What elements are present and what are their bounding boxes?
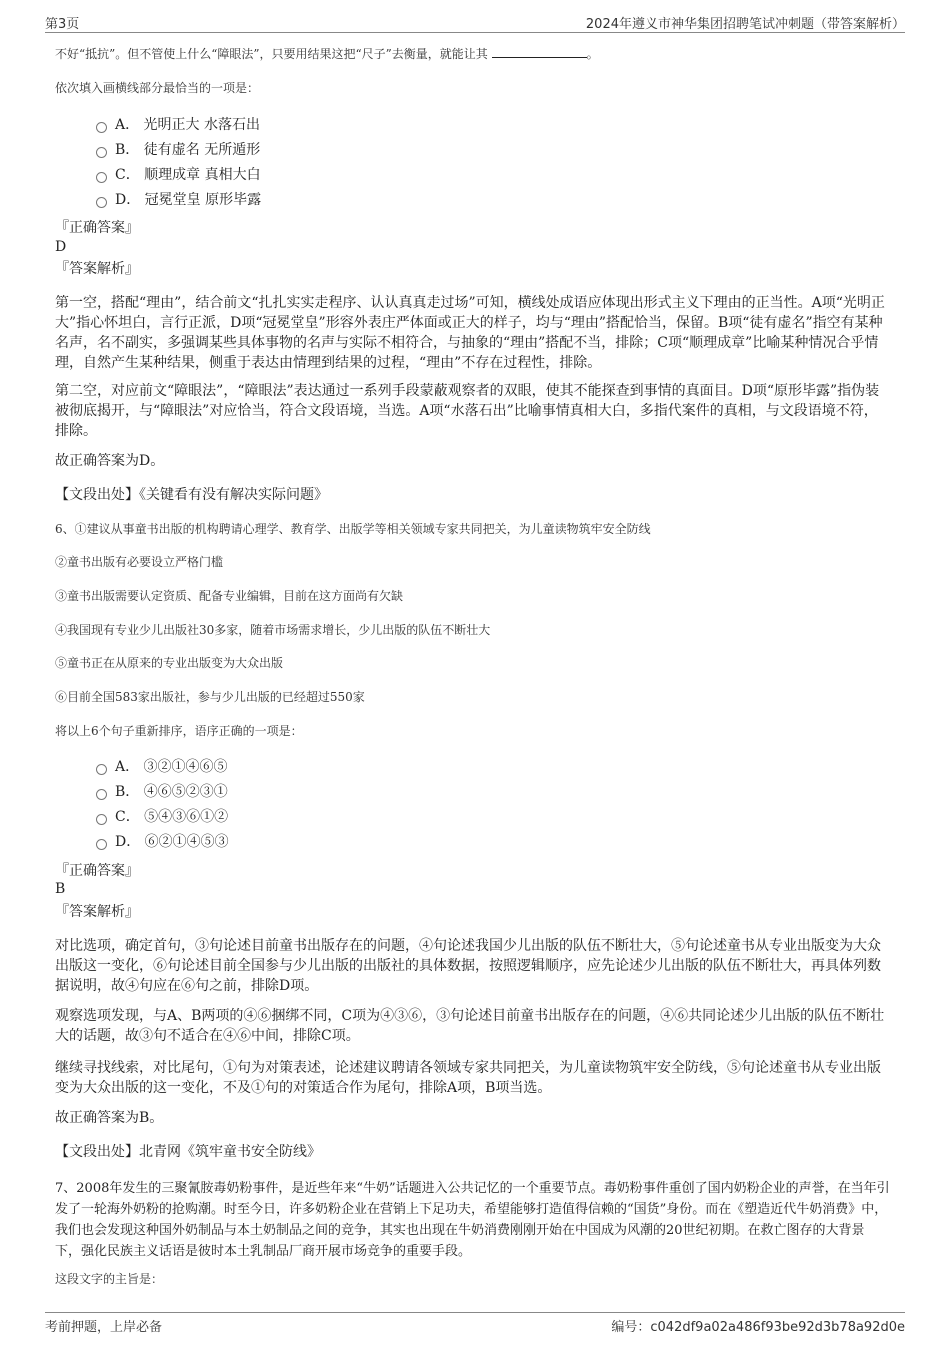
q5-analysis-conclusion: 故正确答案为D。 [55,453,165,469]
q6-analysis-label: 『答案解析』 [55,904,139,920]
q6-prompt: 将以上6个句子重新排序，语序正确的一项是： [55,724,303,738]
q6-line-4: ④我国现有专业少儿出版社30多家，随着市场需求增长，少儿出版的队伍不断壮大 [55,623,491,637]
q5-option-c[interactable]: C． 顺理成章 真相大白 [96,165,261,185]
footer-slogan: 考前押题，上岸必备 [45,1320,163,1335]
q6-line-3: ③童书出版需要认定资质、配备专业编辑，目前在这方面尚有欠缺 [55,589,404,603]
q5-analysis-label: 『答案解析』 [55,261,139,277]
radio-icon[interactable] [96,172,107,183]
document-title: 2024年遵义市神华集团招聘笔试冲刺题（带答案解析） [585,17,905,32]
page-footer [45,1312,905,1335]
q6-analysis-conclusion: 故正确答案为B。 [55,1110,164,1126]
page-header [45,10,905,33]
q5-option-a[interactable]: A． 光明正大 水落石出 [96,115,260,135]
q5-answer-label: 『正确答案』 [55,220,139,236]
radio-icon[interactable] [96,839,107,850]
q5-prompt: 依次填入画横线部分最恰当的一项是： [55,81,260,95]
q5-intro: 不好“抵抗”。但不管使上什么“障眼法”，只要用结果这把“尺子”去衡量，就能让其 。 [55,47,599,61]
document-id: 编号：c042df9a02a486f93be92d3b78a92d0e [611,1320,905,1335]
q5-option-b[interactable]: B． 徒有虚名 无所遁形 [96,140,260,160]
q6-answer: B [55,881,66,897]
page-number: 第3页 [45,17,80,32]
q6-analysis-p3: 继续寻找线索，对比尾句，①句为对策表述，论述建议聘请各领域专家共同把关，为儿童读物筑牢安全防线，⑤句论述童书从专业出版变为大众出版的这一变化，不及①句的对策适合作为尾句，排除A项，B项当选。 [55,1060,881,1096]
radio-icon[interactable] [96,147,107,158]
q6-line-5: ⑤童书正在从原来的专业出版变为大众出版 [55,656,284,670]
radio-icon[interactable] [96,764,107,775]
fill-blank [492,45,587,58]
q7-prompt: 这段文字的主旨是： [55,1272,164,1286]
q6-line-2: ②童书出版有必要设立严格门槛 [55,555,224,569]
radio-icon[interactable] [96,197,107,208]
q6-analysis-p2: 观察选项发现，与A、B两项的④⑥捆绑不同，C项为④③⑥，③句论述目前童书出版存在的问题，④⑥共同论述少儿出版的队伍不断壮大的话题，故③句不适合在④⑥中间，排除C项。 [55,1008,885,1044]
q6-option-c[interactable]: C． ⑤④③⑥①② [96,807,228,827]
q6-analysis-p1: 对比选项，确定首句，③句论述目前童书出版存在的问题，④句论述我国少儿出版的队伍不断壮大，⑤句论述童书从专业出版变为大众出版这一变化，⑥句论述目前全国参与少儿出版的出版社的具体数据，按照逻辑顺序，应先论述少儿出版的队伍不断壮大，再具体列数据说明，故④句应在⑥句之前，排除D项。 [55,938,881,994]
q5-analysis-p1: 第一空，搭配“理由”，结合前文“扎扎实实走程序、认认真真走过场”可知，横线处成语应体现出形式主义下理由的正当性。A项“光明正大”指心怀坦白，言行正派，D项“冠冕堂皇”形容外表庄严体面或正大的样子，均与“理由”搭配恰当，保留。B项“徒有虚名”指空有某种名声，名不副实，多强调某些具体事物的名声与实际不相符合，与抽象的“理由”搭配不当，排除；C项“顺理成章”比喻某种情况合乎情理，自然产生某种结果，侧重于表达由情理到结果的过程，“理由”不存在过程性，排除。 [55,295,885,371]
q6-line-1: 6、①建议从事童书出版的机构聘请心理学、教育学、出版学等相关领域专家共同把关，为儿童读物筑牢安全防线 [55,522,651,536]
q6-line-6: ⑥目前全国583家出版社，参与少儿出版的已经超过550家 [55,690,365,704]
q5-analysis-p2: 第二空，对应前文“障眼法”，“障眼法”表达通过一系列手段蒙蔽观察者的双眼，使其不能探查到事情的真面目。D项“原形毕露”指伪装被彻底揭开，与“障眼法”对应恰当，符合文段语境，当选。A项“水落石出”比喻事情真相大白，多指代案件的真相，与文段语境不符，排除。 [55,383,880,439]
q6-option-b[interactable]: B． ④⑥⑤②③① [96,782,228,802]
radio-icon[interactable] [96,789,107,800]
q7-text: 7、2008年发生的三聚氰胺毒奶粉事件，是近些年来“牛奶”话题进入公共记忆的一个重要节点。毒奶粉事件重创了国内奶粉企业的声誉，在当年引发了一轮海外奶粉的抢购潮。时至今日，许多奶粉企业在营销上下足功夫，希望能够打造值得信赖的“国货”身份。而在《塑造近代牛奶消费》中，我们也会发现这种国外奶制品与本土奶制品之间的竞争，其实也出现在牛奶消费刚刚开始在中国成为风潮的20世纪初期。在救亡图存的大背景下，强化民族主义话语是彼时本土乳制品厂商开展市场竞争的重要手段。 [55,1181,890,1259]
q5-source: 【文段出处】《关键看有没有解决实际问题》 [55,487,328,503]
q6-option-a[interactable]: A． ③②①④⑥⑤ [96,757,228,777]
q5-answer: D [55,239,67,255]
radio-icon[interactable] [96,814,107,825]
q6-source: 【文段出处】北青网《筑牢童书安全防线》 [55,1144,321,1160]
radio-icon[interactable] [96,122,107,133]
q6-answer-label: 『正确答案』 [55,863,139,879]
q6-option-d[interactable]: D． ⑥②①④⑤③ [96,832,229,852]
q5-option-d[interactable]: D． 冠冕堂皇 原形毕露 [96,190,261,210]
